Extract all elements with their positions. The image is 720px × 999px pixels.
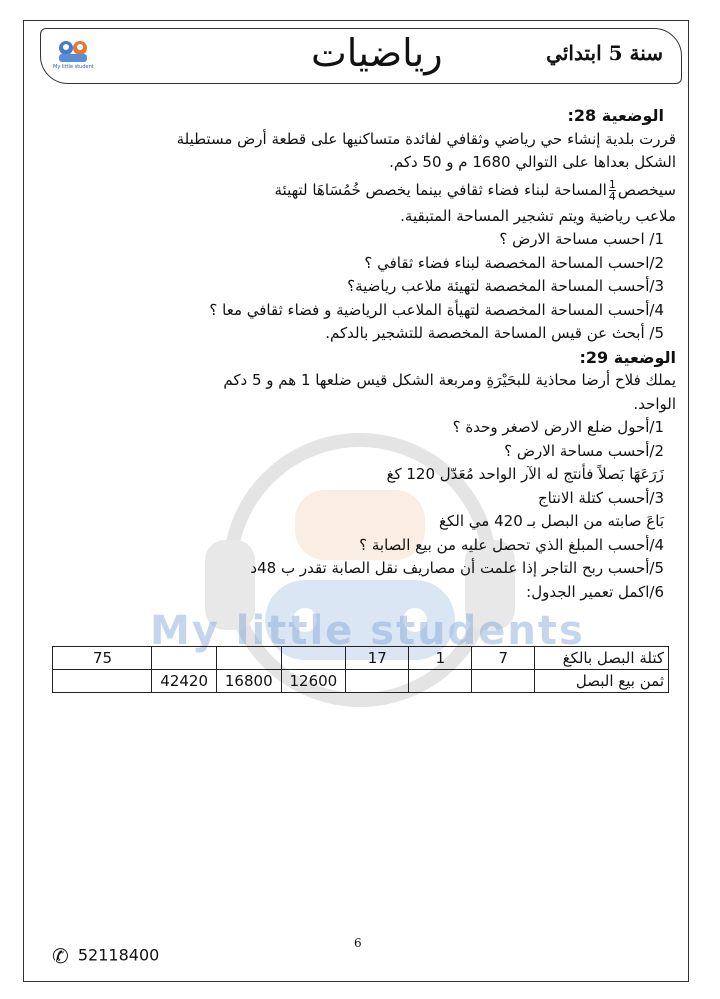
problem28-q5: 5/ أبحث عن قيس المساحة المخصصة للتشجير بالدكم. <box>325 324 664 342</box>
fraction-numerator: 1 <box>608 177 616 191</box>
logo-text: My little student <box>53 64 94 70</box>
table-cell: 12600 <box>281 670 346 693</box>
problem28-q2: 2/احسب المساحة المخصصة لبناء فضاء ثقافي ؟ <box>364 253 664 272</box>
page-header <box>40 28 682 84</box>
logo <box>51 37 95 73</box>
onion-table <box>52 646 669 693</box>
phone-contact <box>52 944 159 968</box>
table-cell: 42420 <box>152 670 217 693</box>
problem29-q2: 2/أحسب مساحة الارض ؟ <box>504 441 664 460</box>
table-cell: 17 <box>346 647 409 670</box>
table-row <box>53 647 669 670</box>
logo-icon <box>51 37 95 65</box>
problem29-info1: زَرَعَهَا بَصلاً فأنتج له الآر الواحد مُعَدّل 120 كغ <box>386 465 664 483</box>
phone-icon: ✆ <box>52 944 69 968</box>
phone-number: 52118400 <box>77 945 160 965</box>
problem28-q1: 1/ احسب مساحة الارض ؟ <box>499 230 664 248</box>
problem29-title: الوضعية 29: <box>579 347 676 367</box>
table-cell <box>409 670 472 693</box>
fraction-denominator: 4 <box>608 189 616 203</box>
watermark-text: My little students <box>150 608 585 654</box>
problem28-line1: قررت بلدية إنشاء حي رياضي وثقافي لفائدة متساكنيها على قطعة أرض مستطيلة <box>176 129 676 148</box>
subject-title: رياضيات <box>311 31 443 75</box>
grade-label: سنة 5 ابتدائي <box>546 41 663 65</box>
problem28-q3: 3/أحسب المساحة المخصصة لتهيئة ملاعب رياضية؟ <box>347 277 664 295</box>
problem29-q1: 1/أحول ضلع الارض لاصغر وحدة ؟ <box>452 418 664 436</box>
problem29-q4: 4/أحسب المبلغ الذي تحصل عليه من بيع الصابة ؟ <box>359 535 664 554</box>
problem28-title: الوضعية 28: <box>567 106 664 125</box>
problem29-line2: الواحد. <box>633 394 676 413</box>
problem29-q5: 5/أحسب ربح التاجر إذا علمت أن مصاريف نقل الصابة تقدر ب 48د <box>250 559 664 577</box>
table-cell <box>152 647 217 670</box>
fraction <box>609 179 616 202</box>
row1-label: كتلة البصل بالكغ <box>535 647 669 670</box>
problem28-q4: 4/أحسب المساحة المخصصة لتهيأة الملاعب الرياضية و فضاء ثقافي معا ؟ <box>209 300 664 319</box>
row2-label: ثمن بيع البصل <box>535 670 669 693</box>
problem29-line1: يملك فلاح أرضا محاذية للبحَيْرَةِ ومربعة الشكل قيس ضلعها 1 هم و 5 دكم <box>223 371 676 389</box>
table-cell <box>472 670 535 693</box>
table-cell <box>281 647 346 670</box>
table-cell: 16800 <box>216 670 281 693</box>
table-cell: 75 <box>53 647 152 670</box>
table-row <box>53 670 669 693</box>
table-cell <box>53 670 152 693</box>
page-number: 6 <box>354 936 362 950</box>
problem28-line3 <box>68 175 676 205</box>
table-cell: 7 <box>472 647 535 670</box>
table-cell: 1 <box>409 647 472 670</box>
exercise-content <box>68 104 676 604</box>
problem28-line2: الشكل بعداها على التوالي 1680 م و 50 دكم. <box>389 153 676 171</box>
table-cell <box>216 647 281 670</box>
problem28-line4: ملاعب رياضية ويتم تشجير المساحة المتبقية. <box>400 206 676 225</box>
problem29-q6: 6/اكمل تعمير الجدول: <box>526 582 664 601</box>
table-cell <box>346 670 409 693</box>
problem29-q3: 3/أحسب كتلة الانتاج <box>537 488 664 507</box>
problem29-info2: بَاعَ صابته من البصل بـ 420 مي الكغ <box>439 512 664 530</box>
problem28-line3-a: سيخصص <box>617 180 676 199</box>
problem28-line3-b: المساحة لبناء فضاء ثقافي بينما يخصص خُمُسَاهَا لتهيئة <box>274 180 607 199</box>
